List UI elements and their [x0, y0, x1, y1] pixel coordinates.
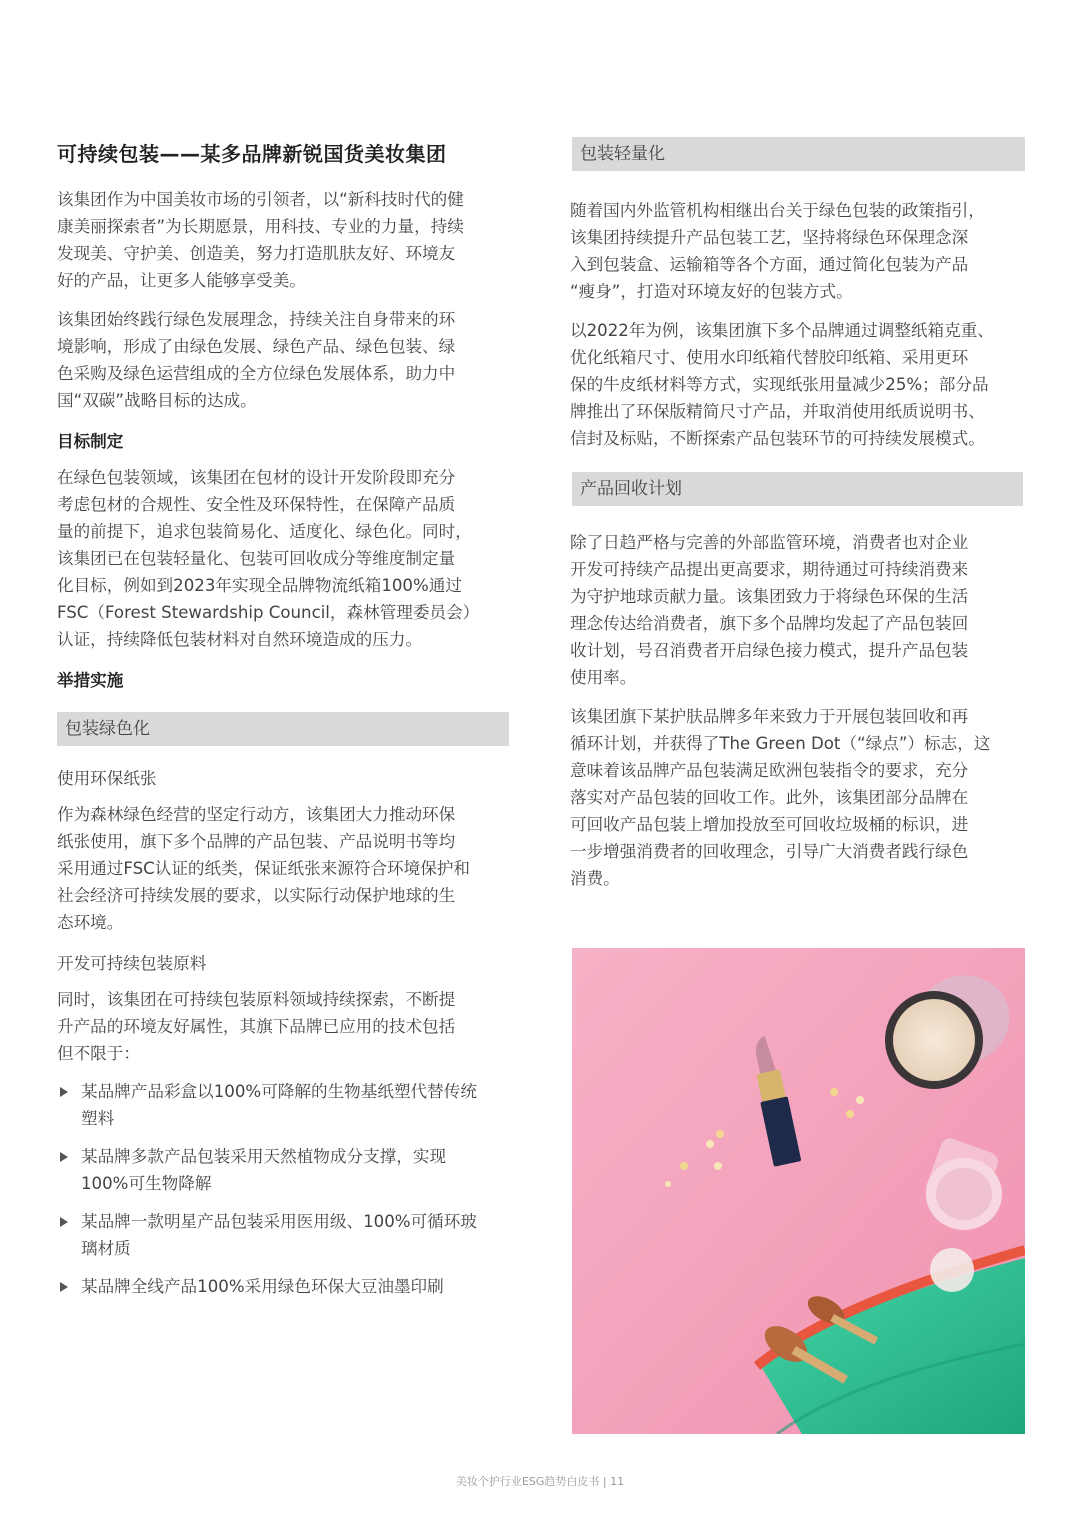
text-line: 色采购及绿色运营组成的全方位绿色发展体系，助力中 [57, 364, 456, 383]
text-line: 该集团始终践行绿色发展理念，持续关注自身带来的环 [57, 310, 456, 329]
page-title: 可持续包装——某多品牌新锐国货美妆集团 [57, 142, 447, 166]
text-line: 为守护地球贡献力量。该集团致力于将绿色环保的生活 [570, 587, 969, 606]
highlighter-compact [930, 1248, 974, 1292]
lightweight-example-paragraph [570, 317, 1025, 452]
list-item: 某品牌多款产品包装采用天然植物成分支撑，实现 100%可生物降解 [57, 1143, 509, 1197]
text-line: 可回收产品包装上增加投放至可回收垃圾桶的标识，进 [570, 815, 969, 834]
text-line: 使用率。 [570, 668, 637, 687]
text-line: FSC（Forest Stewardship Council，森林管理委员会） [57, 603, 480, 622]
list-item: 某品牌全线产品100%采用绿色环保大豆油墨印刷 [57, 1273, 509, 1300]
triangle-bullet-icon [60, 1152, 68, 1162]
text-line: 社会经济可持续发展的要求，以实际行动保护地球的生 [57, 886, 456, 905]
text-line: 以2022年为例，该集团旗下多个品牌通过调整纸箱克重、 [570, 321, 994, 340]
triangle-bullet-icon [60, 1282, 68, 1292]
material-bullet-list [57, 1078, 509, 1311]
intro-paragraph [57, 186, 509, 294]
text-line: 国“双碳”战略目标的达成。 [57, 391, 257, 410]
text-line: 落实对产品包装的回收工作。此外，该集团部分品牌在 [570, 788, 969, 807]
cosmetics-photo [572, 948, 1025, 1434]
text-line: 纸张使用，旗下多个品牌的产品包装、产品说明书等均 [57, 832, 456, 851]
text-line: 牌推出了环保版精简尺寸产品，并取消使用纸质说明书、 [570, 402, 985, 421]
text-line: 量的前提下，追求包装简易化、适度化、绿色化。同时， [57, 522, 472, 541]
text-line: 除了日趋严格与完善的外部监管环境，消费者也对企业 [570, 533, 969, 552]
material-subheading: 开发可持续包装原料 [57, 954, 207, 973]
text-line: 保的牛皮纸材料等方式，实现纸张用量减少25%；部分品 [570, 375, 989, 394]
list-item: 某品牌一款明星产品包装采用医用级、100%可循环玻 璃材质 [57, 1208, 509, 1262]
triangle-bullet-icon [60, 1217, 68, 1227]
text-line: 认证，持续降低包装材料对自然环境造成的压力。 [57, 630, 423, 649]
text-line: 好的产品，让更多人能够享受美。 [57, 271, 306, 290]
paper-subheading: 使用环保纸张 [57, 769, 157, 788]
text-line: 信封及标贴，不断探索产品包装环节的可持续发展模式。 [570, 429, 985, 448]
text-line: 消费。 [570, 869, 620, 888]
measures-heading: 举措实施 [57, 671, 124, 690]
text-line: 作为森林绿色经营的坚定行动方，该集团大力推动环保 [57, 805, 456, 824]
goal-heading: 目标制定 [57, 432, 124, 451]
text-line: 意味着该品牌产品包装满足欧洲包装指令的要求，充分 [570, 761, 969, 780]
text-line: 同时，该集团在可持续包装原料领域持续探索，不断提 [57, 990, 456, 1009]
text-line: 该集团作为中国美妆市场的引领者，以“新科技时代的健 [57, 190, 464, 209]
section-bar-recycling-plan: 产品回收计划 [572, 472, 1023, 506]
text-line: 入到包装盒、运输箱等各个方面，通过简化包装为产品 [570, 255, 969, 274]
page-footer: 美妆个护行业ESG趋势白皮书 | 11 [455, 1475, 625, 1488]
section-bar-green-packaging: 包装绿色化 [57, 712, 509, 746]
list-item: 某品牌产品彩盒以100%可降解的生物基纸塑代替传统 塑料 [57, 1078, 509, 1132]
text-line: 该集团旗下某护肤品牌多年来致力于开展包装回收和再 [570, 707, 969, 726]
text-line: 该集团持续提升产品包装工艺，坚持将绿色环保理念深 [570, 228, 969, 247]
text-line: 化目标，例如到2023年实现全品牌物流纸箱100%通过 [57, 576, 462, 595]
text-line: 境影响，形成了由绿色发展、绿色产品、绿色包装、绿 [57, 337, 456, 356]
text-line: 开发可持续产品提出更高要求，期待通过可持续消费来 [570, 560, 969, 579]
triangle-bullet-icon [60, 1087, 68, 1097]
green-dot-paragraph [570, 703, 1025, 892]
text-line: 收计划，号召消费者开启绿色接力模式，提升产品包装 [570, 641, 969, 660]
text-line: 该集团已在包装轻量化、包装可回收成分等维度制定量 [57, 549, 456, 568]
text-line: 优化纸箱尺寸、使用水印纸箱代替胶印纸箱、采用更环 [570, 348, 969, 367]
cosmetics-illustration [572, 948, 1025, 1434]
text-line: 一步增强消费者的回收理念，引导广大消费者践行绿色 [570, 842, 969, 861]
text-line: 循环计划，并获得了The Green Dot（“绿点”）标志，这 [570, 734, 991, 753]
section-bar-lightweight-packaging: 包装轻量化 [572, 137, 1025, 171]
text-line: 随着国内外监管机构相继出台关于绿色包装的政策指引， [570, 201, 985, 220]
paper-paragraph [57, 801, 509, 936]
goal-paragraph [57, 464, 509, 653]
text-line: “瘦身”，打造对环境友好的包装方式。 [570, 282, 853, 301]
text-line: 康美丽探索者”为长期愿景，用科技、专业的力量，持续 [57, 217, 464, 236]
text-line: 采用通过FSC认证的纸类，保证纸张来源符合环境保护和 [57, 859, 471, 878]
text-line: 在绿色包装领域，该集团在包材的设计开发阶段即充分 [57, 468, 456, 487]
text-line: 态环境。 [57, 913, 124, 932]
text-line: 考虑包材的合规性、安全性及环保特性，在保障产品质 [57, 495, 456, 514]
text-line: 发现美、守护美、创造美，努力打造肌肤友好、环境友 [57, 244, 456, 263]
material-paragraph [57, 986, 509, 1067]
text-line: 理念传达给消费者，旗下多个品牌均发起了产品包装回 [570, 614, 969, 633]
text-line: 但不限于： [57, 1044, 140, 1063]
text-line: 升产品的环境友好属性，其旗下品牌已应用的技术包括 [57, 1017, 456, 1036]
lightweight-paragraph [570, 197, 1025, 305]
green-development-paragraph [57, 306, 509, 414]
recycling-paragraph [570, 529, 1025, 691]
